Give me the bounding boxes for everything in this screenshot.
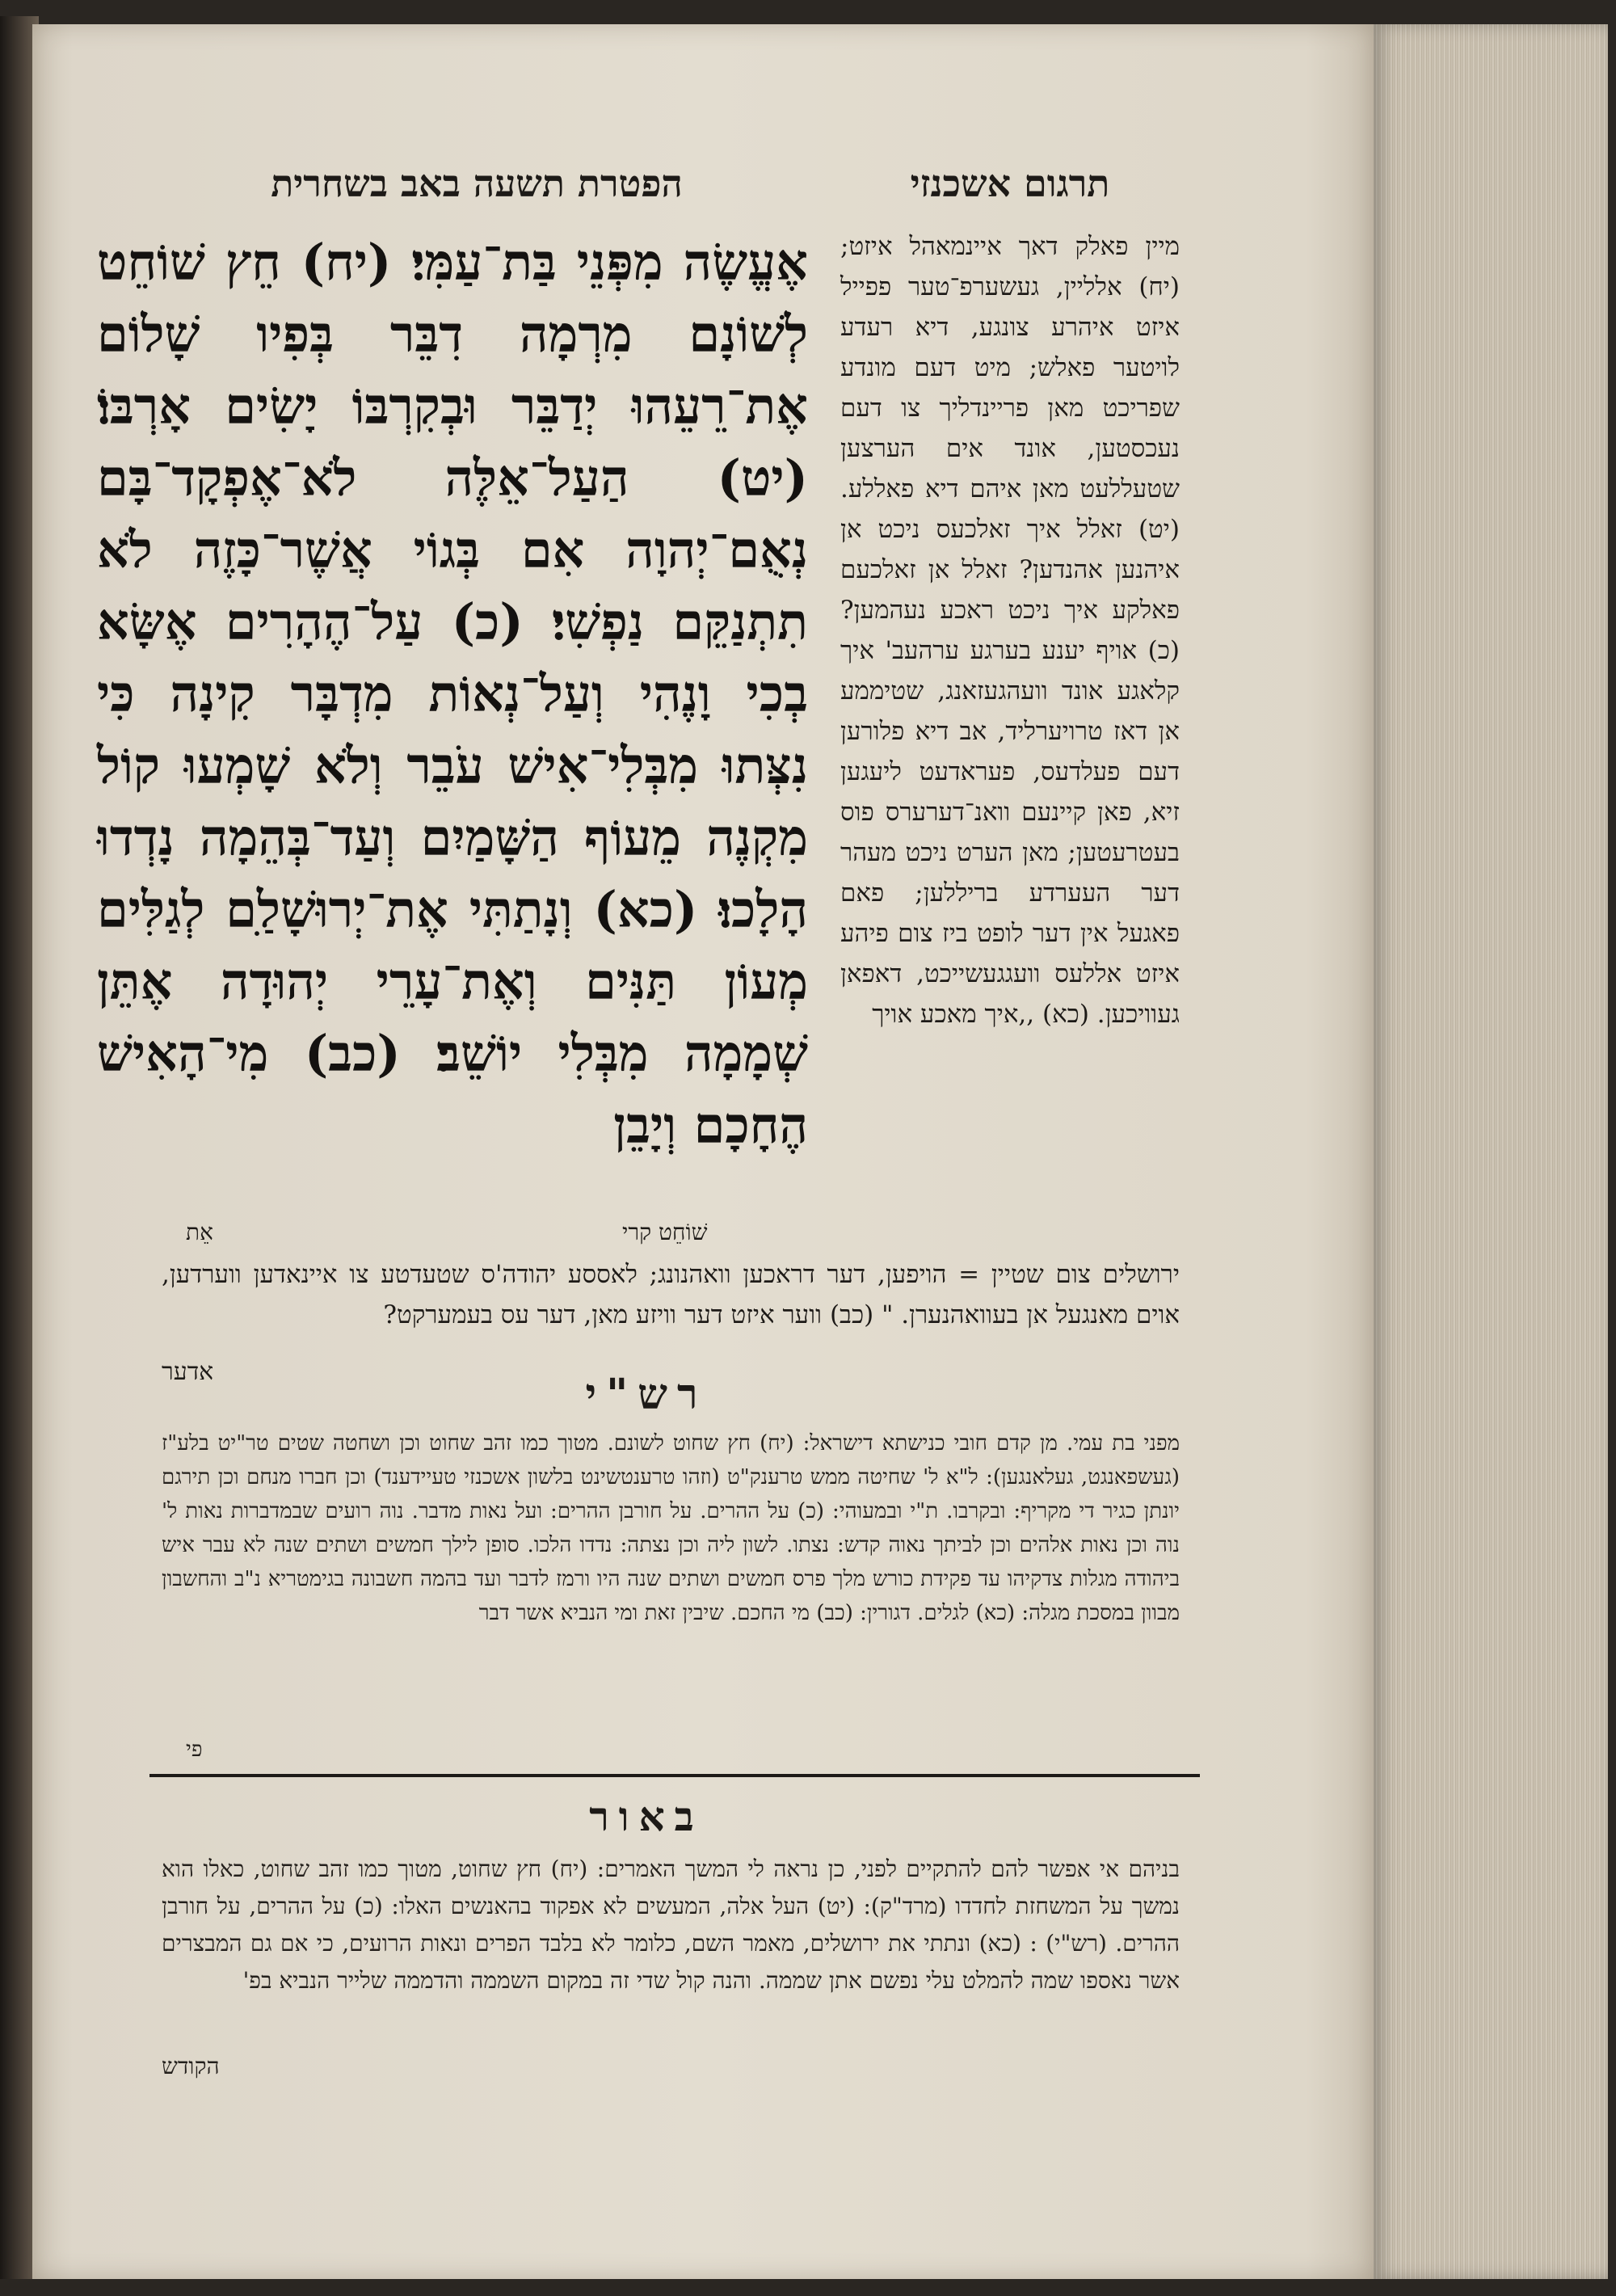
qere-note: שׁוֹחֵט קרי [622, 1219, 708, 1245]
rashi-heading: רש"י [585, 1370, 708, 1419]
ketiv-note: אֵת [186, 1219, 213, 1245]
translation-continuation: ירושלים צום שטיין = הויפען, דער דראכען וואהנונג; לאססע יהודה'ס שטעדטע צו איינאדען ווערדען, אוים מאנגעל אן בעוואהנערן. " (כב) ווער איזט דער וויזע מאן, דער עס בעמערקט? [162, 1260, 1180, 1329]
german-translation-column: מיין פאלק דאך איינמאהל איזט; (יח) אלליין, געשערפ־טער פפייל איזט איהרע צונגע, דיא רעדע לויטער פאלש; מיט דעם מונדע שפריכט מאן פריינדליך צו דעם נעכסטען, אונד אים הערצען שטעללעט מאן איהם דיא פאללע. (יט) זאלל איך זאלכעס ניכט אן איהנען אהנדען? זאלל אן זאלכעם פאלקע איך ניכט ראכע נעהמען? (כ) אויף יענע בערגע ערהעב' איך קלאגע אונד וועהגעזאנג, שטיממע אן דאז טרויערליד, אב דיא פלורען דעם פעלדעס, פעראדעט ליעגען זיא, פאן קיינעם וואנ־דערערס פוס בעטרעטען; מאן הערט ניכט מעהר דער העערדע בריללען; פאם פאגעל אין דער לופט ביז צום פיהע איזט אללעס וועגגעשייכט, דאפאן געוויכען. (כא) ,,איך מאכע אויך [840, 232, 1180, 1029]
biur-last-word: הקודש [162, 2053, 220, 2079]
targum-title: תרגום אשכנזי [910, 162, 1110, 205]
rashi-catchword: פי [186, 1738, 203, 1762]
biur-heading: באור [589, 1793, 704, 1840]
hebrew-main-text: אֶעֱשֶׂה מִפְּנֵי בַּת־עַמִּי׃ (יח) חֵץ שׁוֹחֵט לְשׁוֹנָם מִרְמָה דִבֵּר בְּפִיו שָׁלוֹם אֶת־רֵעֵהוּ יְדַבֵּר וּבְקִרְבּוֹ יָשִׂים אָרְבּוֹ׃ (יט) הַעַל־אֵלֶּה לֹא־אֶפְקָד־בָּם נְאֻם־יְהוָה אִם בְּגוֹי אֲשֶׁר־כָּזֶה לֹא תִתְנַקֵּם נַפְשִׁי׃ (כ) עַל־הֶהָרִים אֶשָּׂא בְכִי וָנֶהִי וְעַל־נְאוֹת מִדְבָּר קִינָה כִּי נִצְּתוּ מִבְּלִי־אִישׁ עֹבֵר וְלֹא שָׁמְעוּ קוֹל מִקְנֶה מֵעוֹף הַשָּׁמַיִם וְעַד־בְּהֵמָה נָדְדוּ הָלָכוּ׃ (כא) וְנָתַתִּי אֶת־יְרוּשָׁלַ‍ִם לְגַלִּים מְעוֹן תַּנִּים וְאֶת־עָרֵי יְהוּדָה אֶתֵּן שְׁמָמָה מִבְּלִי יוֹשֵׁב׃ (כב) מִי־הָאִישׁ הֶחָכָם וְיָבֵן [97, 233, 808, 1155]
rashi-commentary: מפני בת עמי. מן קדם חובי כנישתא דישראל: (יח) חץ שחוט לשונם. מטוך כמו זהב שחוט וכן ושחטה שטים טר"יט בלע"ז (געשפאנגט, געלאנגען): ל"א ל' שחיטה ממש טרענק"ט (וזהו טרענטשינט בלשון אשכנזי טעיידענד) וכן חברו מנחם וכן תירגם יונתן כגיר די מקריף: ובקרבו. ת"י ובמעוהי: (כ) על ההרים. על חורבן ההרים: ועל נאות מדבר. נוה רועים שבמדברות נאות ל' נוה וכן נאות אלהים וכן לביתך נאוה קדש: נצתו. לשון ליה וכן נצתה: נדדו הלכו. סופן לילך חמשים ושתים שנה לא עבר איש ביהודה מגלות צדקיהו עד פקידת כורש מלך פרס חמשים ושתים שנה היו ורמז לדבר ועד בהמה חשבונה בגימטריא נ"ב והחשבון מבוון במסכת מגלה: (כא) לגלים. דגורין: (כב) מי החכם. שיבין זאת ומי הנביא אשר דבר [162, 1431, 1180, 1625]
haftarah-title: הפטרת תשעה באב בשחרית [271, 162, 683, 205]
catchword: אדער [162, 1358, 214, 1386]
biur-commentary: בניהם אי אפשר להם להתקיים לפני, כן נראה לי המשך האמרים: (יח) חץ שחוט, מטוך כמו זהב שחוט, כאלו הוא נמשך על המשחזת לחדדו (מרד"ק): (יט) העל אלה, המעשים לא אפקוד בהאנשים האלו: (כ) על ההרים, על חורבן ההרים. (רש"י) : (כא) ונתתי את ירושלים, מאמר השם, כלומר לא בלבד הפרים ונאות הרועים, כי אם גם המבצרים אשר נאספו שמה להמלט עלי נפשם אתן שממה. והנה קול שדי זה במקום השממה והדממה שלייר הנביא בפ' [162, 1856, 1180, 1994]
section-divider [149, 1774, 1200, 1777]
page-edges [1374, 24, 1608, 2279]
